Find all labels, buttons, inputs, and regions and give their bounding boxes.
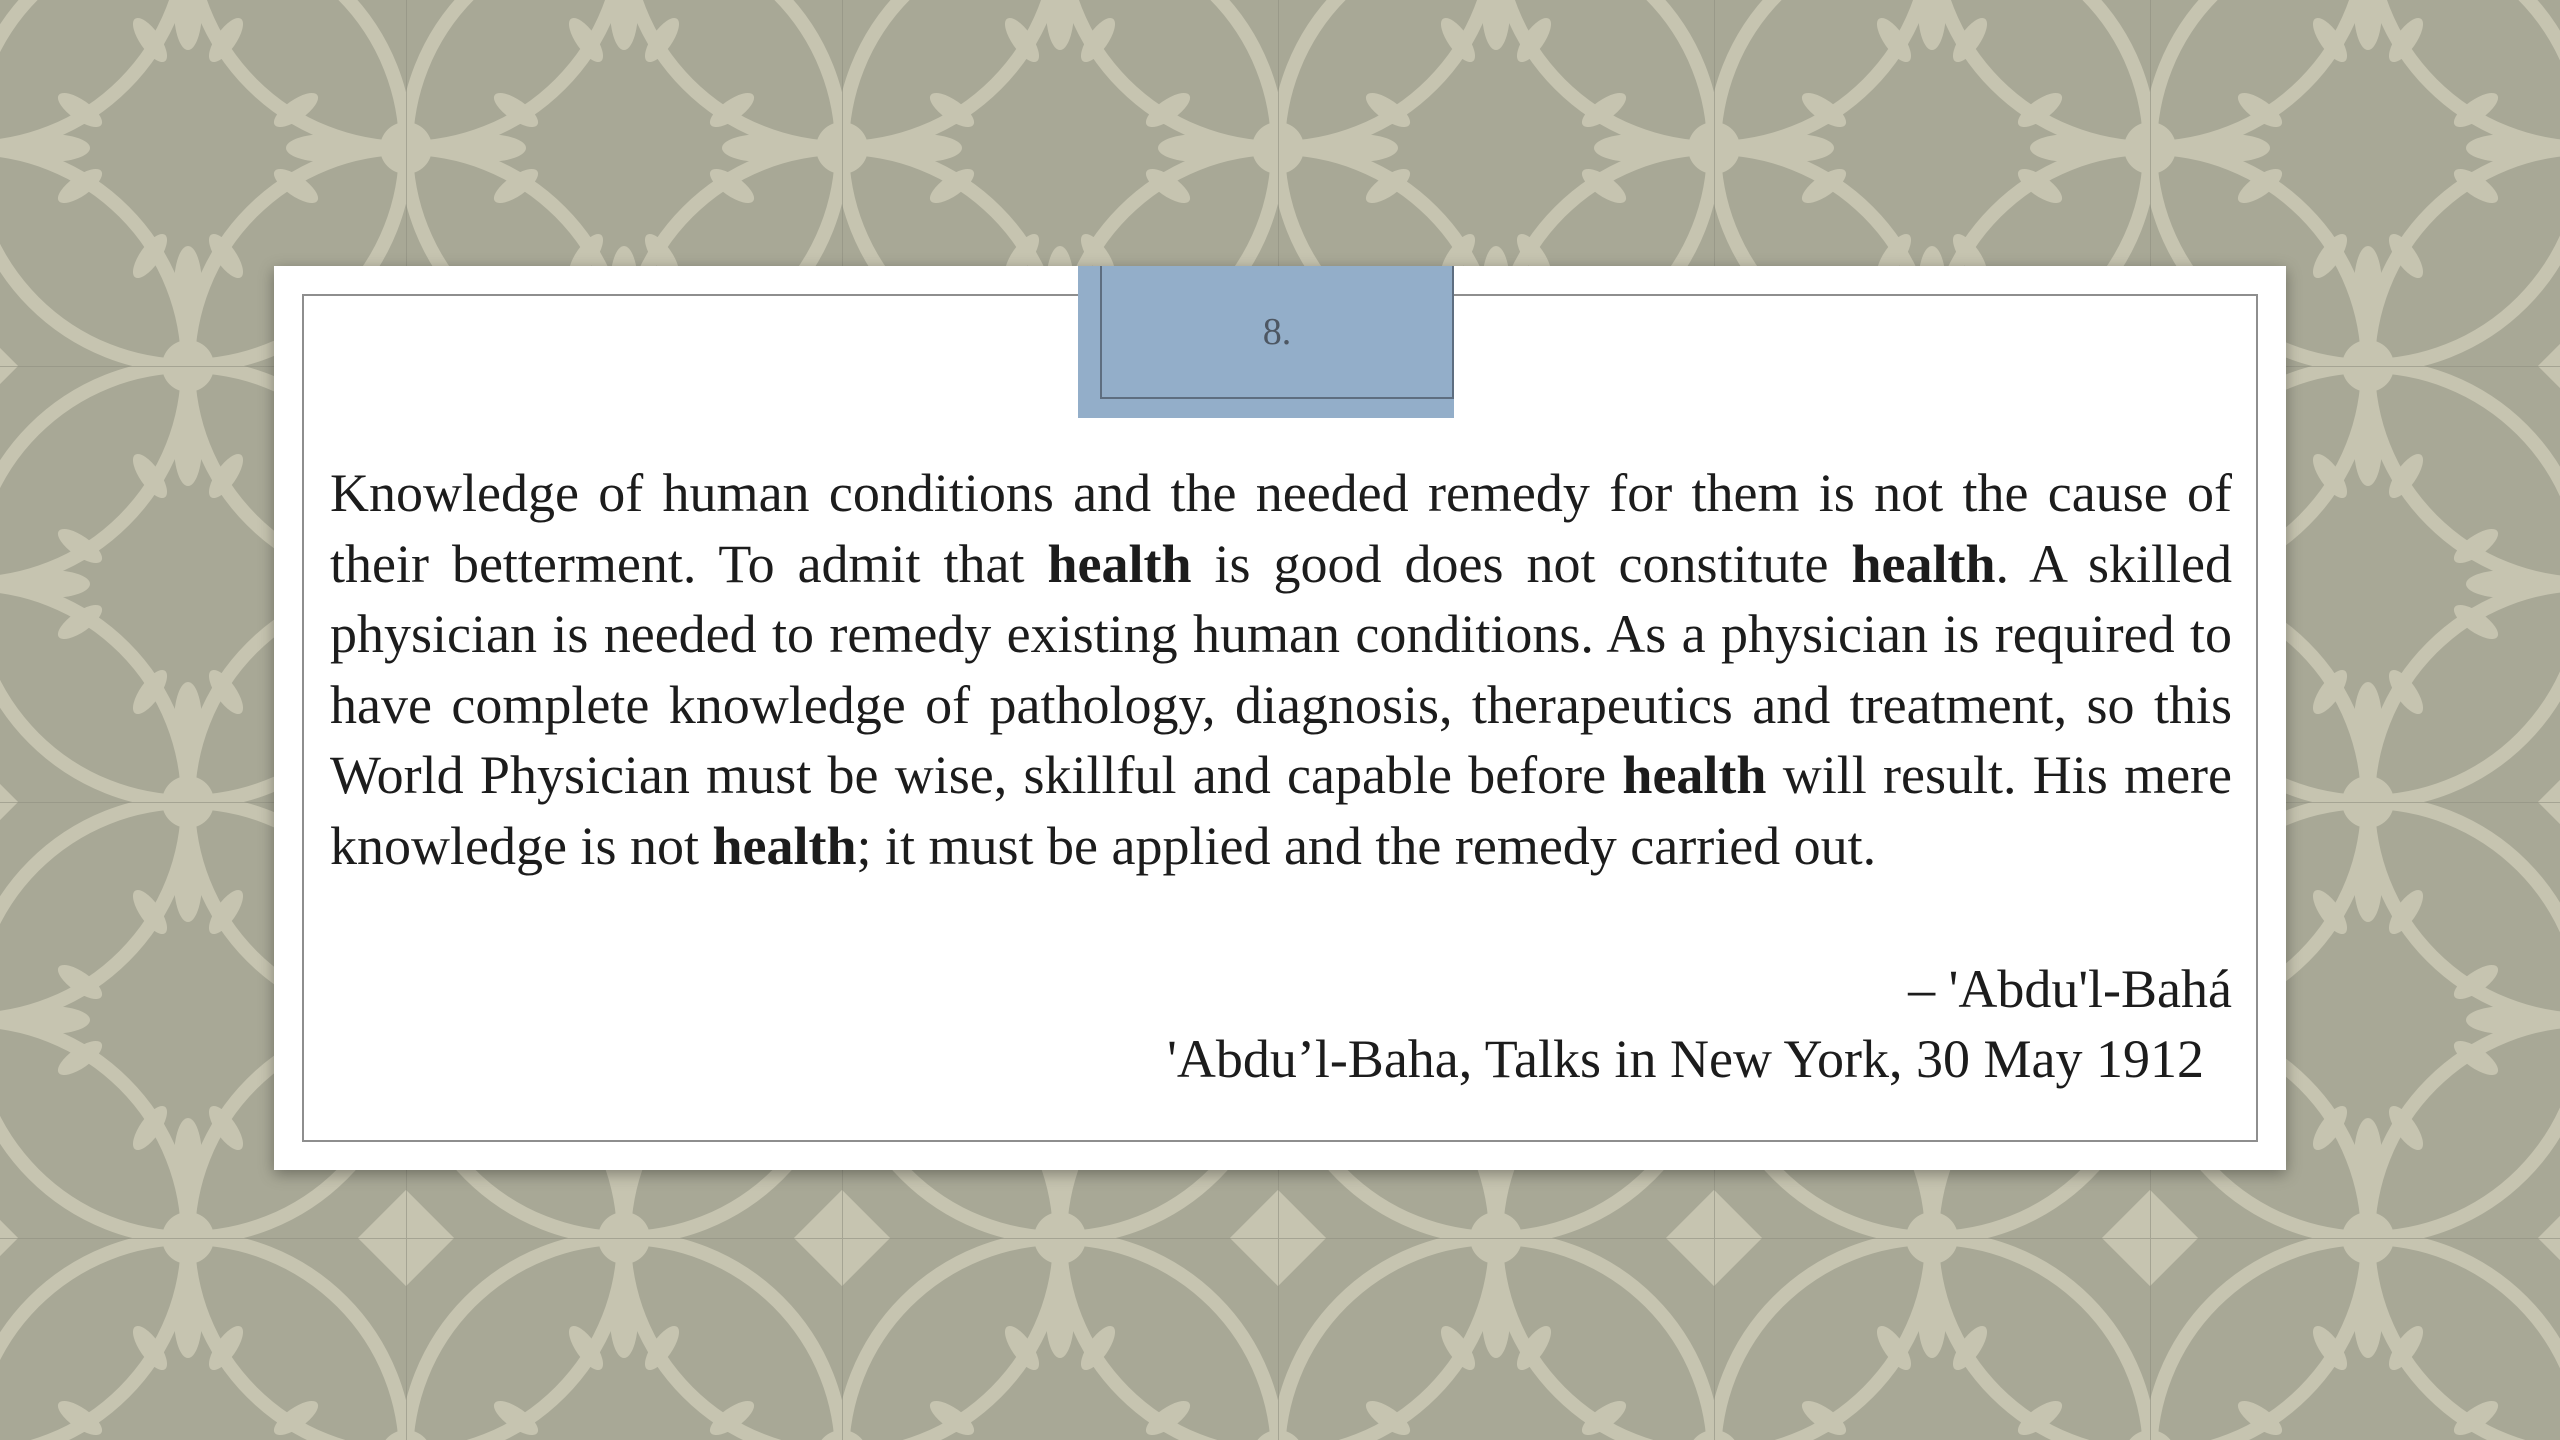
quote-segment: Knowledge of human conditions and the needed remedy for them is not the cause of their betterment. To admit that <box>330 463 2232 594</box>
slide-number-tab <box>1078 266 1454 418</box>
quote-segment: is good does not constitute <box>1191 533 1852 594</box>
quote-citation: 'Abdu’l-Baha, Talks in New York, 30 May 1912 <box>1167 1029 2204 1089</box>
quote-card <box>274 266 2286 1170</box>
slide-number: 8. <box>1262 310 1292 353</box>
quote-segment: will result. His mere knowledge is not <box>330 745 2232 876</box>
slide-number-frame <box>1100 266 1454 399</box>
quote-keyword-health: health <box>1047 533 1192 594</box>
quote-segment: . A skilled physician is needed to remedy existing human conditions. As a physician is required to have complete knowledge of pathology, diagnosis, therapeutics and treatment, so this World Physician must be wise, skillful and capable before <box>330 533 2233 806</box>
quote-keyword-health: health <box>1622 745 1767 806</box>
quote-keyword-health: health <box>1851 533 1996 594</box>
quote-text <box>330 458 2232 882</box>
quote-author: – 'Abdu'l-Bahá <box>1908 959 2232 1019</box>
quote-keyword-health: health <box>712 815 857 876</box>
quote-segment: ; it must be applied and the remedy carried out. <box>856 815 1877 876</box>
